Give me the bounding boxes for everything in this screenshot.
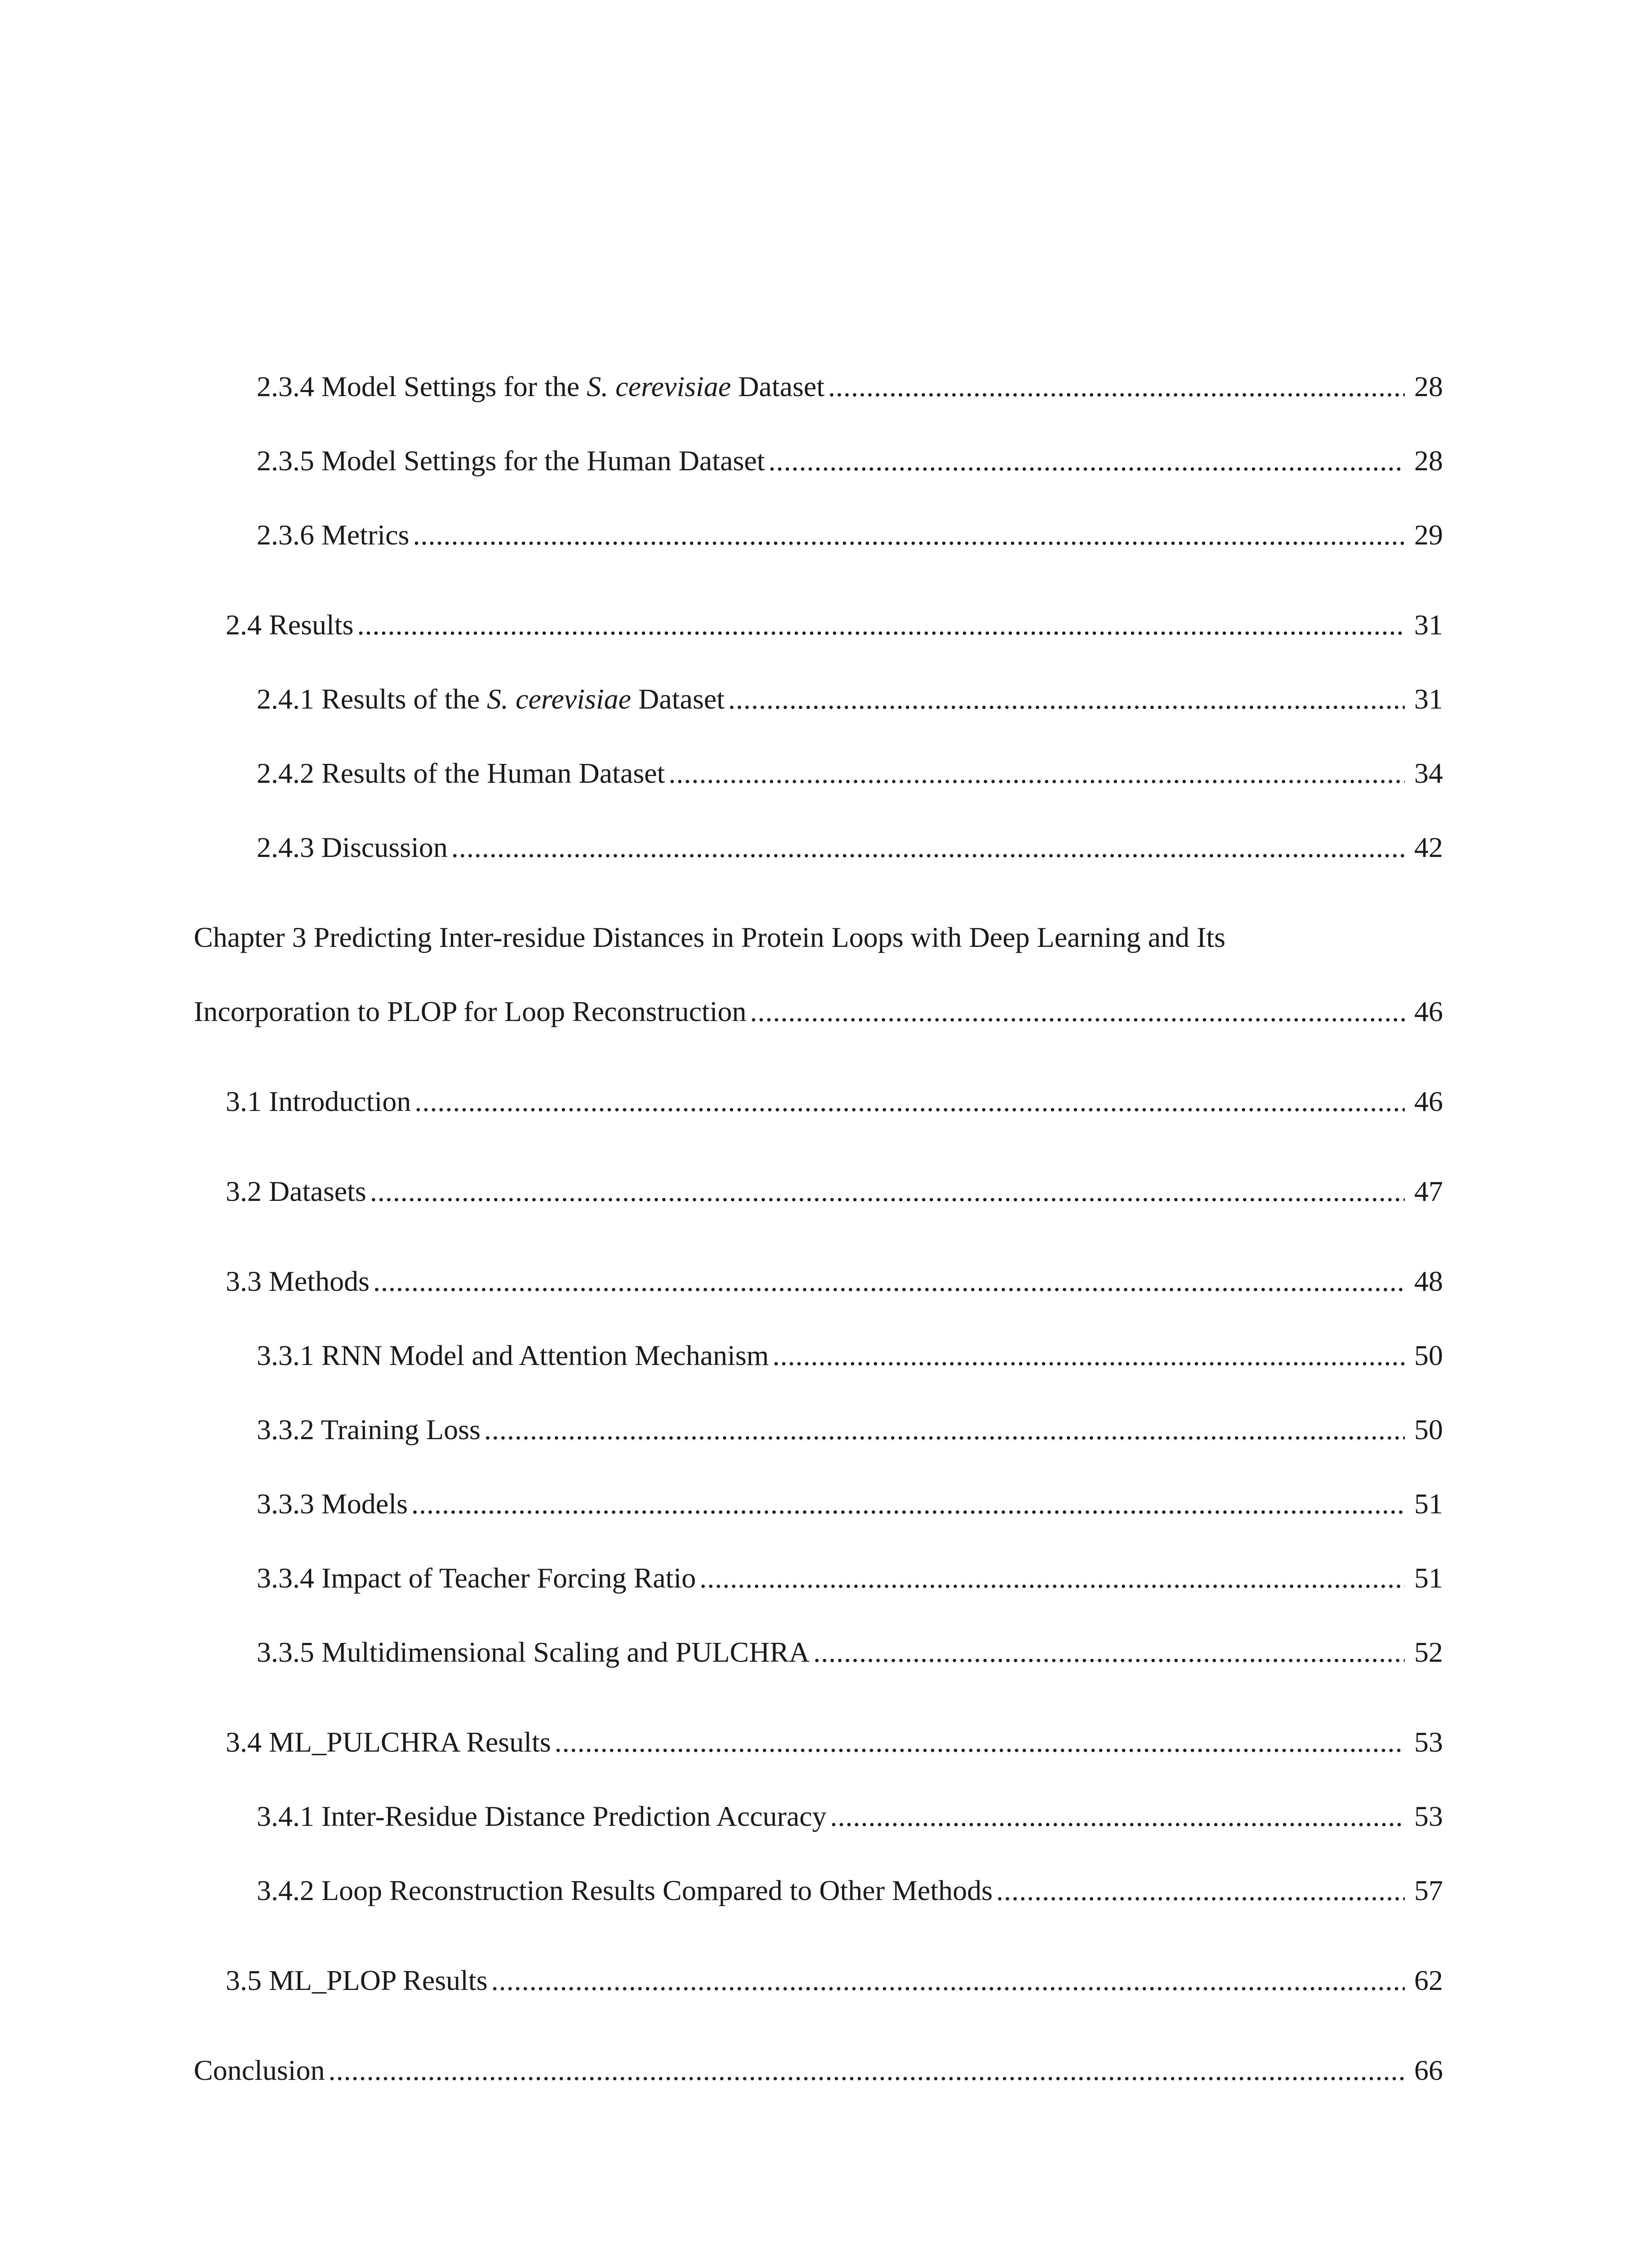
toc-page-number: 53 [1414,1726,1443,1758]
dot-leader [699,1558,1405,1598]
title-italic-text: S. cerevisiae [486,683,631,715]
dot-leader [996,1870,1405,1911]
toc-entry[interactable] [226,1081,1443,1122]
title-text: Dataset [731,370,825,402]
toc-entry-title: 3.3.5 Multidimensional Scaling and PULCHRA [257,1636,810,1668]
dot-leader [668,753,1405,794]
dot-leader [370,1171,1405,1212]
toc-entry-title: 2.4 Results [226,609,354,641]
toc-entry-title: Conclusion [194,2054,325,2086]
dot-leader [772,1335,1405,1376]
toc-entry-title: 3.4 ML_PULCHRA Results [226,1726,551,1758]
toc-page-number: 34 [1414,757,1443,789]
toc-entry-title: 3.5 ML_PLOP Results [226,1964,488,1996]
toc-page-number: 46 [1414,1085,1443,1117]
toc-page-number: 57 [1414,1874,1443,1906]
toc-entry[interactable] [257,1796,1443,1837]
dot-leader [357,605,1405,645]
toc-entry[interactable] [257,515,1443,555]
dot-leader [451,827,1405,868]
title-text: 2.3.4 Model Settings for the [257,370,587,402]
toc-page-number: 50 [1414,1339,1443,1371]
toc-entry[interactable] [226,1261,1443,1302]
toc-page-number: 52 [1414,1636,1443,1668]
toc-entry[interactable] [226,1722,1443,1762]
dot-leader [491,1960,1405,2001]
toc-entry[interactable] [226,1960,1443,2001]
title-text: Dataset [631,683,725,715]
dot-leader [411,1484,1405,1524]
dot-leader [484,1409,1405,1450]
toc-entry[interactable] [257,827,1443,868]
dot-leader [373,1261,1405,1302]
toc-page-number: 62 [1414,1964,1443,1996]
toc-entry[interactable] [257,1484,1443,1524]
toc-page-number: 28 [1414,445,1443,477]
toc-entry-title: 3.1 Introduction [226,1085,411,1117]
toc-entry[interactable] [194,2050,1443,2091]
toc-chapter-title-line2: Incorporation to PLOP for Loop Reconstruction [194,995,747,1027]
toc-page-number: 51 [1414,1488,1443,1520]
toc-entry-title: 3.3.4 Impact of Teacher Forcing Ratio [257,1562,696,1594]
toc-page-number: 53 [1414,1800,1443,1832]
toc-page-number: 47 [1414,1175,1443,1207]
toc-entry-title: 2.4.2 Results of the Human Dataset [257,757,665,789]
toc-entry[interactable] [257,1558,1443,1598]
toc-entry[interactable] [257,679,1443,719]
dot-leader [828,366,1405,407]
toc-entry-title [257,366,824,407]
toc-chapter-title-line1[interactable]: Chapter 3 Predicting Inter-residue Distances in Protein Loops with Deep Learning and Its [194,921,1225,953]
toc-entry-title [257,679,725,719]
dot-leader [329,2050,1405,2091]
toc-page-number: 66 [1414,2054,1443,2086]
toc-entry[interactable] [226,605,1443,645]
toc-page-number: 46 [1414,995,1443,1027]
toc-entry-title: 2.3.5 Model Settings for the Human Dataset [257,445,765,477]
toc-page-number: 28 [1414,370,1443,402]
toc-entry-title: 3.4.2 Loop Reconstruction Results Compared to Other Methods [257,1874,993,1906]
toc-page-number: 31 [1414,609,1443,641]
dot-leader [750,991,1405,1032]
toc-entry-title: 3.4.1 Inter-Residue Distance Prediction Accuracy [257,1800,827,1832]
toc-page-number: 29 [1414,519,1443,551]
title-text: 2.4.1 Results of the [257,683,487,715]
dot-leader [768,441,1405,481]
toc-entry-title: 2.4.3 Discussion [257,831,448,863]
toc-entry[interactable] [194,991,1443,1032]
toc-entry[interactable] [257,1335,1443,1376]
toc-entry-title: 3.3.1 RNN Model and Attention Mechanism [257,1339,769,1371]
dot-leader [555,1722,1405,1762]
dot-leader [728,679,1405,719]
title-italic-text: S. cerevisiae [587,370,731,402]
toc-entry[interactable] [257,753,1443,794]
toc-entry-title: 2.3.6 Metrics [257,519,410,551]
toc-entry[interactable] [257,441,1443,481]
toc-entry[interactable] [257,366,1443,407]
toc-entry[interactable] [257,1409,1443,1450]
dot-leader [813,1632,1405,1673]
toc-entry-title: 3.2 Datasets [226,1175,366,1207]
toc-page-number: 42 [1414,831,1443,863]
toc-page-number: 48 [1414,1265,1443,1297]
toc-page-number: 50 [1414,1414,1443,1445]
toc-entry-title: 3.3.3 Models [257,1488,408,1520]
dot-leader [413,515,1405,555]
toc-entry[interactable] [257,1632,1443,1673]
toc-page-number: 31 [1414,683,1443,715]
toc-entry-title: 3.3 Methods [226,1265,370,1297]
toc-entry[interactable] [226,1171,1443,1212]
toc-entry-title: 3.3.2 Training Loss [257,1414,481,1445]
dot-leader [414,1081,1405,1122]
dot-leader [830,1796,1405,1837]
toc-page-number: 51 [1414,1562,1443,1594]
toc-entry[interactable] [257,1870,1443,1911]
